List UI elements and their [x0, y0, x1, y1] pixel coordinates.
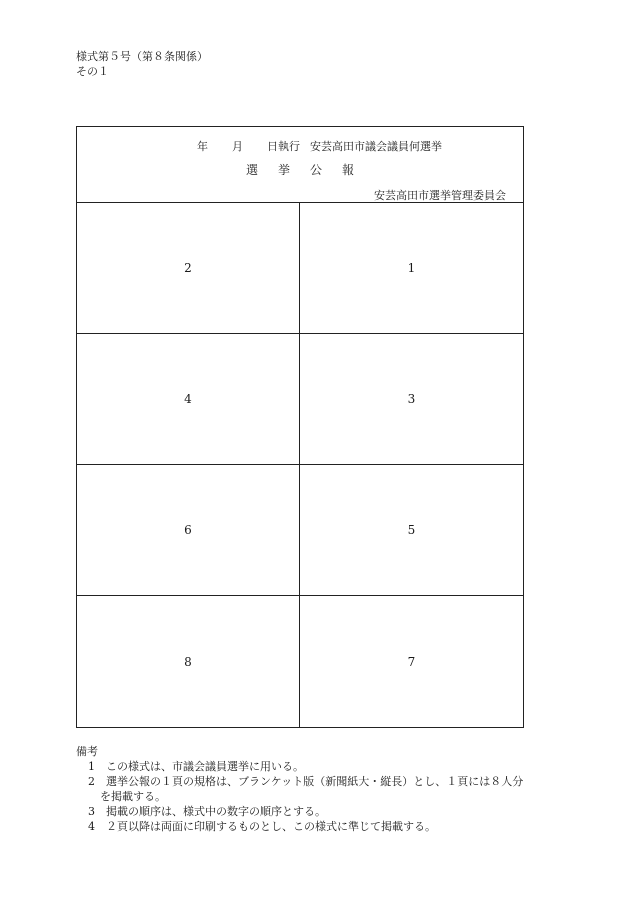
bulletin-title-area — [77, 127, 523, 203]
year-label: 年 — [197, 140, 208, 153]
note-item — [76, 774, 523, 789]
cell-3: 3 — [300, 334, 523, 465]
cell-2: 2 — [77, 203, 300, 334]
form-sub-number: その１ — [76, 65, 109, 78]
month-label: 月 — [232, 140, 243, 153]
title-char: 選 — [245, 163, 258, 177]
note-text: 掲載の順序は、様式中の数字の順序とする。 — [106, 805, 326, 818]
notes-heading: 備考 — [76, 745, 98, 758]
title-char: 公 — [310, 163, 323, 177]
note-number: 4 — [88, 820, 95, 833]
note-number: 1 — [88, 760, 95, 773]
candidate-grid — [77, 203, 523, 727]
cell-1: 1 — [300, 203, 523, 334]
title-char: 報 — [342, 163, 355, 177]
form-number: 様式第５号（第８条関係） — [76, 50, 208, 63]
note-item — [76, 804, 523, 819]
committee-name: 安芸高田市選挙管理委員会 — [374, 189, 506, 202]
cell-6: 6 — [77, 465, 300, 596]
day-label: 日執行 — [267, 140, 300, 153]
note-number: 2 — [88, 775, 95, 788]
bulletin-title — [77, 161, 523, 178]
note-number: 3 — [88, 805, 95, 818]
cell-7: 7 — [407, 654, 416, 669]
note-text: ２頁以降は両面に印刷するものとし、この様式に準じて掲載する。 — [106, 820, 436, 833]
bulletin-form-box — [76, 126, 524, 728]
election-date-line — [197, 138, 442, 154]
note-item — [76, 819, 523, 834]
note-text: この様式は、市議会議員選挙に用いる。 — [106, 760, 304, 773]
cell-4: 4 — [77, 334, 300, 465]
note-text: 選挙公報の１頁の規格は、ブランケット版（新聞紙大・縦長）とし、１頁には８人分 — [106, 775, 524, 788]
note-continuation: を掲載する。 — [100, 790, 166, 803]
form-header — [76, 49, 208, 79]
note-item — [76, 759, 523, 774]
title-char: 挙 — [277, 163, 290, 177]
cell-5: 5 — [300, 465, 523, 596]
notes-section — [76, 744, 523, 834]
election-name: 安芸高田市議会議員何選挙 — [310, 140, 442, 153]
cell-8: 8 — [77, 596, 300, 727]
